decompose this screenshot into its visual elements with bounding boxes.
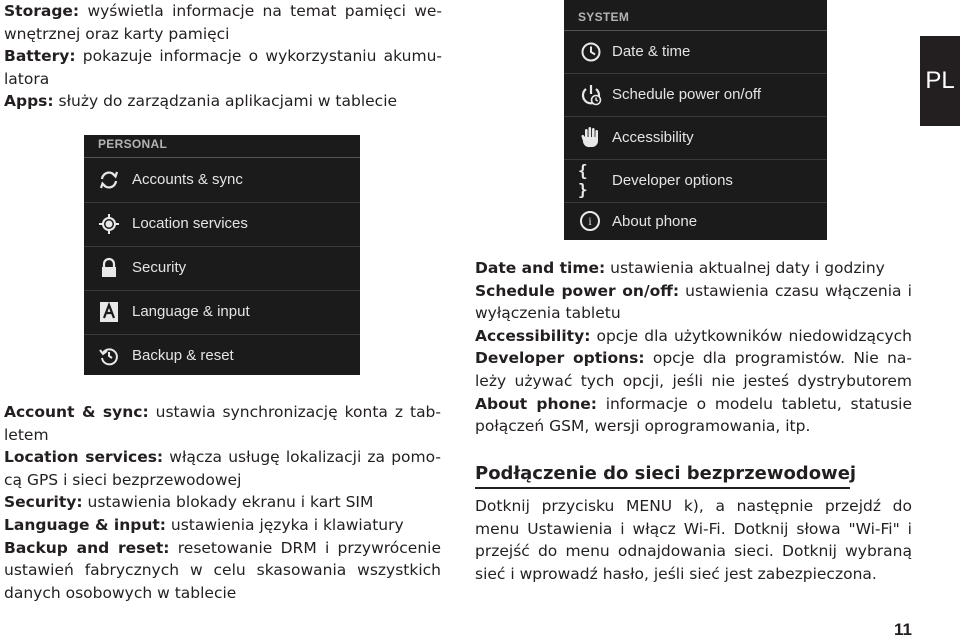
settings-item-language-input[interactable] bbox=[84, 291, 360, 334]
settings-item-label: Location services bbox=[132, 215, 248, 232]
heading-underline bbox=[475, 487, 850, 489]
wifi-section-heading: Podłączenie do sieci bezprzewodowej bbox=[475, 463, 857, 484]
settings-item-schedule-power[interactable] bbox=[564, 74, 827, 117]
section-divider bbox=[84, 157, 360, 158]
settings-item-security[interactable] bbox=[84, 247, 360, 290]
location-icon bbox=[98, 213, 120, 235]
settings-item-label: Language & input bbox=[132, 303, 250, 320]
settings-item-label: Accessibility bbox=[612, 129, 694, 146]
settings-item-date-time[interactable] bbox=[564, 31, 827, 74]
language-tab: PL bbox=[920, 36, 960, 126]
backup-icon bbox=[98, 345, 120, 367]
settings-item-location-services[interactable] bbox=[84, 203, 360, 246]
keyboard-language-icon bbox=[98, 301, 120, 323]
settings-item-label: Accounts & sync bbox=[132, 171, 243, 188]
info-icon: i bbox=[580, 211, 600, 231]
hand-icon bbox=[580, 126, 602, 148]
settings-item-accessibility[interactable] bbox=[564, 117, 827, 160]
personal-section-header: PERSONAL bbox=[98, 137, 168, 151]
lock-icon bbox=[98, 257, 120, 279]
settings-item-label: About phone bbox=[612, 213, 698, 230]
settings-item-about-phone[interactable] bbox=[564, 203, 827, 246]
wifi-instructions: Dotknij przycisku MENU k), a następnie przejdź do menu Ustawienia i włącz Wi-Fi. Dotknij słowa "Wi-Fi" i przejść do menu odnajdowania sieci. Dotknij wybraną sieć i wprowadź hasło, jeśli sieć jest zabezpieczona. bbox=[475, 497, 912, 583]
system-section-header: SYSTEM bbox=[578, 10, 630, 24]
braces-icon: { } bbox=[578, 161, 588, 199]
settings-item-label: Schedule power on/off bbox=[612, 86, 761, 103]
settings-item-label: Date & time bbox=[612, 43, 691, 60]
system-settings-panel bbox=[564, 0, 827, 240]
storage-battery-apps-description: Storage: wyświetla informacje na temat pamięci we- wnętrznej oraz karty pamięci Battery: pokazuje informacje o wykorzystaniu akumu- latora Apps: służy do zarządzania aplikacjami w tablecie bbox=[4, 2, 442, 111]
personal-settings-panel bbox=[84, 135, 360, 375]
settings-item-label: Security bbox=[132, 259, 187, 276]
settings-item-label: Developer options bbox=[612, 172, 733, 189]
clock-icon bbox=[580, 41, 602, 63]
settings-item-accounts-sync[interactable] bbox=[84, 159, 360, 202]
sync-icon bbox=[98, 169, 120, 191]
system-settings-description: Date and time: ustawienia aktualnej daty i godziny Schedule power on/off: ustawienia czasu włączenia i wyłączenia tabletu Accessibility: opcje dla użytkowników niedowidzących Developer options: opcje dla programistów. Nie na- leży używać tych opcji, jeśli nie jesteś dystrybutorem About phone: informacje o modelu tabletu, statusie połączeń GSM, wersji oprogramowania, itp. bbox=[475, 259, 912, 436]
page-number: 11 bbox=[894, 620, 912, 639]
settings-item-developer-options[interactable] bbox=[564, 160, 827, 203]
settings-item-label: Backup & reset bbox=[132, 347, 234, 364]
settings-item-backup-reset[interactable] bbox=[84, 335, 360, 378]
power-schedule-icon bbox=[580, 84, 602, 106]
personal-settings-description: Account & sync: ustawia synchronizację konta z tab- letem Location services: włącza usługę lokalizacji za pomo- cą GPS i sieci bezprzewodowej Security: ustawienia blokady ekranu i kart SIM Language & input: ustawienia języka i klawiatury Backup and reset: resetowanie DRM i przywrócenie ustawień fabrycznych w celu skasowania wszystkich danych osobowych w tablecie bbox=[4, 403, 441, 602]
